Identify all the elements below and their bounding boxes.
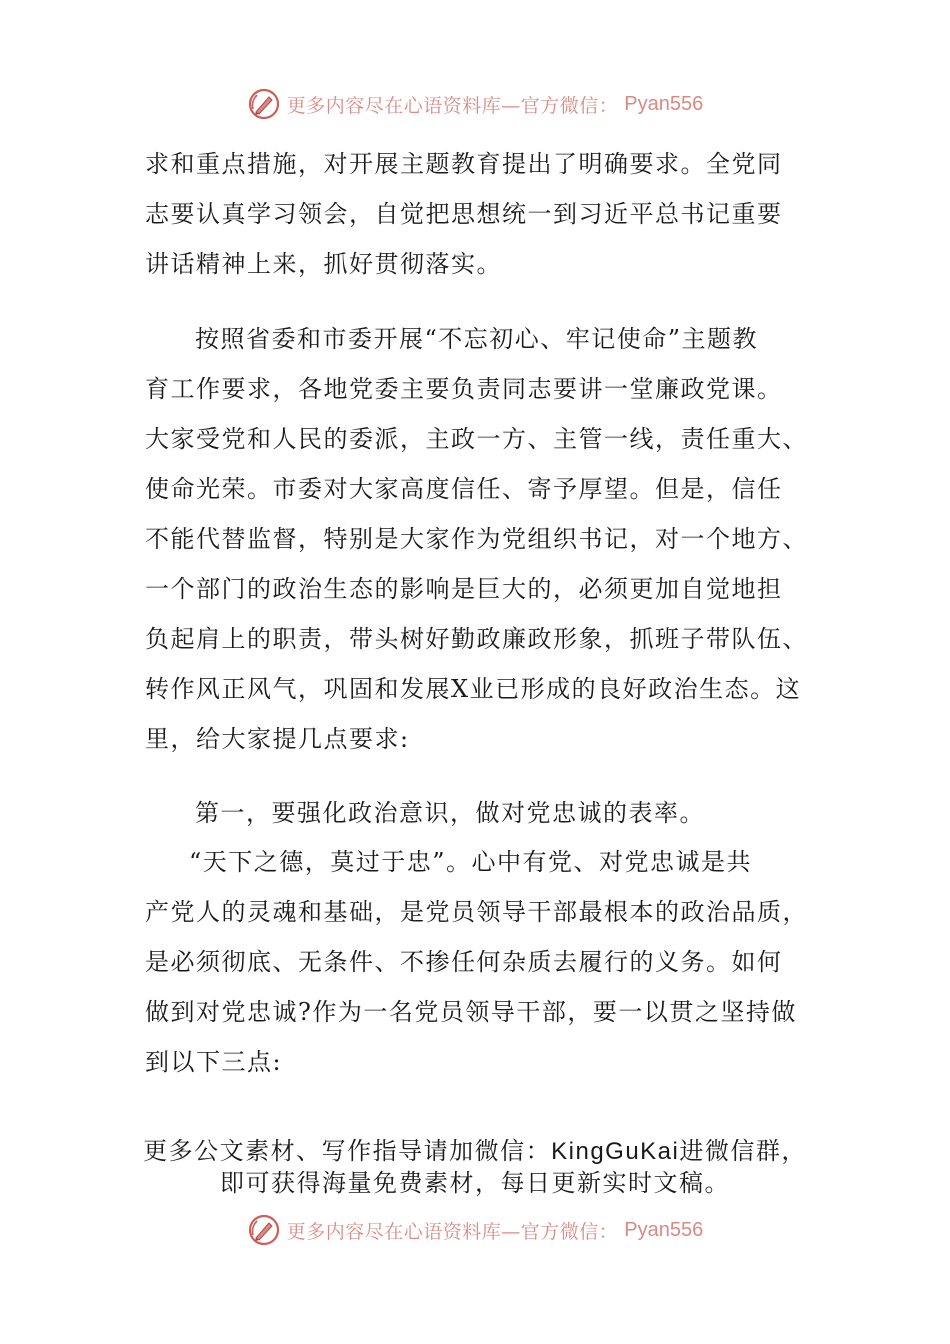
text-line: 产党人的灵魂和基础，是党员领导干部最根本的政治品质， [145,898,808,926]
text-line: 志要认真学习领会，自觉把思想统一到习近平总书记重要 [145,200,783,228]
text-line: 做到对党忠诚?作为一名党员领导干部，要一以贯之坚持做 [145,998,797,1026]
watermark-text: 更多内容尽在心语资料库—官方微信： [286,1220,619,1243]
text-line: 一个部门的政治生态的影响是巨大的，必须更加自觉地担 [145,575,783,603]
text-line: 大家受党和人民的委派，主政一方、主管一线，责任重大、 [145,425,808,453]
text-line: 不能代替监督，特别是大家作为党组织书记，对一个地方、 [145,525,808,553]
text-line: “天下之德，莫过于忠”。心中有党、对党忠诚是共 [189,848,753,876]
text-line: 第一，要强化政治意识，做对党忠诚的表率。 [195,799,705,827]
watermark-text: 更多内容尽在心语资料库—官方微信： [286,94,619,117]
text-line: 按照省委和市委开展“不忘初心、牢记使命”主题教 [195,325,759,353]
watermark-wechat-id: Pyan556 [624,92,704,115]
text-line: 求和重点措施，对开展主题教育提出了明确要求。全党同 [145,150,783,178]
text-line: 是必须彻底、无条件、不掺任何杂质去履行的义务。如何 [145,948,783,976]
promo-wechat-id: KingGuKai [551,1138,680,1165]
pen-logo-icon [247,87,281,121]
footer-watermark [0,1210,950,1250]
promo-line-1 [0,1134,950,1169]
promo-text: 即可获得海量免费素材，每日更新实时文稿。 [220,1169,730,1197]
text-line: 转作风正风气，巩固和发展X业已形成的良好政治生态。这 [145,675,802,703]
text-line: 负起肩上的职责，带头树好勤政廉政形象，抓班子带队伍、 [145,625,808,653]
promo-line-2 [0,1166,950,1200]
promo-suffix: 进微信群， [679,1137,807,1165]
text-line: 讲话精神上来，抓好贯彻落实。 [145,250,502,278]
text-line: 使命光荣。市委对大家高度信任、寄予厚望。但是，信任 [145,475,783,503]
text-line: 里，给大家提几点要求: [145,725,410,753]
text-line: 到以下三点: [145,1048,283,1076]
promo-prefix: 更多公文素材、写作指导请加微信： [143,1137,552,1165]
watermark-wechat-id: Pyan556 [624,1218,704,1241]
pen-logo-icon [247,1213,281,1247]
text-line: 育工作要求，各地党委主要负责同志要讲一堂廉政党课。 [145,375,783,403]
header-watermark [0,84,950,124]
